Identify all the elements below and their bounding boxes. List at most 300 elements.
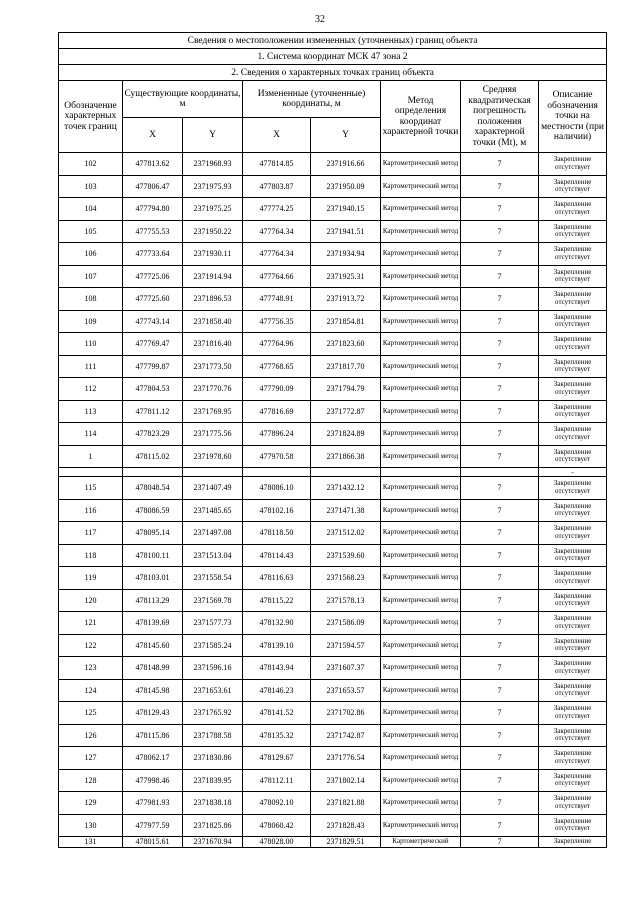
method-cell: Картометрический метод xyxy=(381,589,461,612)
description-cell: Закрепление отсутствует xyxy=(539,333,607,356)
point-number-cell: 121 xyxy=(59,612,123,635)
point-number-cell: 113 xyxy=(59,400,123,423)
accuracy-cell: 7 xyxy=(461,378,539,401)
table-row xyxy=(59,567,607,590)
description-cell: Закрепление отсутствует xyxy=(539,445,607,468)
method-cell: Картометрический метод xyxy=(381,477,461,500)
changed-x-cell: 478143.94 xyxy=(243,657,311,680)
separator-row xyxy=(59,468,607,477)
separator-cell xyxy=(311,468,381,477)
accuracy-cell: 7 xyxy=(461,198,539,221)
table-row xyxy=(59,378,607,401)
description-cell: Закрепление отсутствует xyxy=(539,378,607,401)
accuracy-cell: 7 xyxy=(461,220,539,243)
point-number-cell: 120 xyxy=(59,589,123,612)
changed-y-cell: 2371578.13 xyxy=(311,589,381,612)
header-changed-y: Y xyxy=(311,118,381,153)
existing-y-cell: 2371914.94 xyxy=(183,265,243,288)
existing-y-cell: 2371558.54 xyxy=(183,567,243,590)
existing-y-cell: 2371773.50 xyxy=(183,355,243,378)
existing-x-cell: 477725.06 xyxy=(123,265,183,288)
point-number-cell: 110 xyxy=(59,333,123,356)
changed-y-cell: 2371925.31 xyxy=(311,265,381,288)
existing-y-cell: 2371896.53 xyxy=(183,288,243,311)
point-number-cell: 108 xyxy=(59,288,123,311)
existing-x-cell: 477811.12 xyxy=(123,400,183,423)
method-cell: Картометрический метод xyxy=(381,333,461,356)
point-number-cell: 131 xyxy=(59,837,123,848)
description-cell: Закрепление отсутствует xyxy=(539,400,607,423)
table-row xyxy=(59,657,607,680)
existing-x-cell: 477725.60 xyxy=(123,288,183,311)
description-cell: Закрепление отсутствует xyxy=(539,679,607,702)
table-row xyxy=(59,544,607,567)
changed-x-cell: 478114.43 xyxy=(243,544,311,567)
existing-x-cell: 478103.01 xyxy=(123,567,183,590)
existing-y-cell: 2371569.78 xyxy=(183,589,243,612)
description-cell: Закрепление xyxy=(539,837,607,848)
changed-x-cell: 478141.52 xyxy=(243,702,311,725)
table-title: Сведения о местоположении измененных (уточненных) границ объекта xyxy=(59,33,607,49)
accuracy-cell: 7 xyxy=(461,769,539,792)
header-existing-y: Y xyxy=(183,118,243,153)
changed-y-cell: 2371776.54 xyxy=(311,747,381,770)
existing-y-cell: 2371770.76 xyxy=(183,378,243,401)
method-cell: Картометрический метод xyxy=(381,769,461,792)
method-cell: Картометрический метод xyxy=(381,445,461,468)
existing-y-cell: 2371769.95 xyxy=(183,400,243,423)
table-row xyxy=(59,814,607,837)
point-number-cell: 129 xyxy=(59,792,123,815)
changed-y-cell: 2371802.14 xyxy=(311,769,381,792)
table-row xyxy=(59,243,607,266)
table-row xyxy=(59,589,607,612)
point-number-cell: 127 xyxy=(59,747,123,770)
existing-x-cell: 478095.14 xyxy=(123,522,183,545)
changed-x-cell: 477764.34 xyxy=(243,243,311,266)
changed-x-cell: 477790.09 xyxy=(243,378,311,401)
separator-cell: - xyxy=(539,468,607,477)
method-cell: Картометрический метод xyxy=(381,499,461,522)
header-existing-x: X xyxy=(123,118,183,153)
separator-cell xyxy=(381,468,461,477)
table-row xyxy=(59,153,607,176)
existing-x-cell: 478115.02 xyxy=(123,445,183,468)
point-number-cell: 128 xyxy=(59,769,123,792)
changed-x-cell: 477816.69 xyxy=(243,400,311,423)
points-section-heading: 2. Сведения о характерных точках границ объекта xyxy=(59,65,607,81)
existing-y-cell: 2371950.22 xyxy=(183,220,243,243)
existing-x-cell: 478100.11 xyxy=(123,544,183,567)
accuracy-cell: 7 xyxy=(461,837,539,848)
description-cell: Закрепление отсутствует xyxy=(539,747,607,770)
changed-x-cell: 478139.10 xyxy=(243,634,311,657)
method-cell: Картометрический метод xyxy=(381,544,461,567)
description-cell: Закрепление отсутствует xyxy=(539,220,607,243)
point-number-cell: 102 xyxy=(59,153,123,176)
accuracy-cell: 7 xyxy=(461,175,539,198)
header-existing-coordinates: Существующие координаты, м xyxy=(123,81,243,118)
accuracy-cell: 7 xyxy=(461,657,539,680)
table-row xyxy=(59,175,607,198)
changed-y-cell: 2371702.86 xyxy=(311,702,381,725)
table-row xyxy=(59,792,607,815)
changed-x-cell: 477896.24 xyxy=(243,423,311,446)
description-cell: Закрепление отсутствует xyxy=(539,310,607,333)
point-number-cell: 109 xyxy=(59,310,123,333)
existing-x-cell: 477769.47 xyxy=(123,333,183,356)
existing-y-cell: 2371497.08 xyxy=(183,522,243,545)
description-cell: Закрепление отсутствует xyxy=(539,288,607,311)
method-cell: Картометрический метод xyxy=(381,634,461,657)
accuracy-cell: 7 xyxy=(461,634,539,657)
header-changed-x: X xyxy=(243,118,311,153)
header-method: Метод определения координат характерной точки xyxy=(381,81,461,153)
changed-x-cell: 478115.22 xyxy=(243,589,311,612)
method-cell: Картометрический метод xyxy=(381,153,461,176)
existing-y-cell: 2371839.95 xyxy=(183,769,243,792)
method-cell: Картометрический метод xyxy=(381,679,461,702)
existing-x-cell: 478148.99 xyxy=(123,657,183,680)
table-row xyxy=(59,724,607,747)
changed-x-cell: 478092.10 xyxy=(243,792,311,815)
changed-y-cell: 2371940.15 xyxy=(311,198,381,221)
separator-cell xyxy=(461,468,539,477)
accuracy-cell: 7 xyxy=(461,153,539,176)
description-cell: Закрепление отсутствует xyxy=(539,769,607,792)
point-number-cell: 112 xyxy=(59,378,123,401)
method-cell: Картометрический метод xyxy=(381,288,461,311)
existing-x-cell: 478129.43 xyxy=(123,702,183,725)
description-cell: Закрепление отсутствует xyxy=(539,724,607,747)
changed-x-cell: 477803.87 xyxy=(243,175,311,198)
table-row xyxy=(59,355,607,378)
existing-y-cell: 2371670.94 xyxy=(183,837,243,848)
header-changed-coordinates: Измененные (уточненные) координаты, м xyxy=(243,81,381,118)
changed-y-cell: 2371539.60 xyxy=(311,544,381,567)
accuracy-cell: 7 xyxy=(461,567,539,590)
existing-y-cell: 2371485.65 xyxy=(183,499,243,522)
existing-x-cell: 478145.60 xyxy=(123,634,183,657)
existing-y-cell: 2371577.73 xyxy=(183,612,243,635)
changed-y-cell: 2371866.38 xyxy=(311,445,381,468)
existing-y-cell: 2371978.60 xyxy=(183,445,243,468)
method-cell: Картометрический метод xyxy=(381,310,461,333)
accuracy-cell: 7 xyxy=(461,499,539,522)
method-cell: Картометрический метод xyxy=(381,567,461,590)
table-row xyxy=(59,265,607,288)
method-cell: Картометрический метод xyxy=(381,355,461,378)
existing-x-cell: 477804.53 xyxy=(123,378,183,401)
changed-y-cell: 2371742.87 xyxy=(311,724,381,747)
accuracy-cell: 7 xyxy=(461,522,539,545)
changed-y-cell: 2371913.72 xyxy=(311,288,381,311)
changed-x-cell: 478102.16 xyxy=(243,499,311,522)
description-cell: Закрепление отсутствует xyxy=(539,175,607,198)
description-cell: Закрепление отсутствует xyxy=(539,589,607,612)
point-number-cell: 126 xyxy=(59,724,123,747)
table-row xyxy=(59,445,607,468)
changed-y-cell: 2371854.81 xyxy=(311,310,381,333)
header-description: Описание обозначения точки на местности (при наличии) xyxy=(539,81,607,153)
coordinate-system-heading: 1. Система координат МСК 47 зона 2 xyxy=(59,49,607,65)
existing-y-cell: 2371968.93 xyxy=(183,153,243,176)
table-row xyxy=(59,747,607,770)
changed-y-cell: 2371828.43 xyxy=(311,814,381,837)
method-cell: Картометрический метод xyxy=(381,814,461,837)
accuracy-cell: 7 xyxy=(461,612,539,635)
description-cell: Закрепление отсутствует xyxy=(539,423,607,446)
accuracy-cell: 7 xyxy=(461,792,539,815)
changed-y-cell: 2371568.23 xyxy=(311,567,381,590)
point-number-cell: 115 xyxy=(59,477,123,500)
table-row xyxy=(59,499,607,522)
table-row xyxy=(59,522,607,545)
description-cell: Закрепление отсутствует xyxy=(539,265,607,288)
description-cell: Закрепление отсутствует xyxy=(539,477,607,500)
existing-y-cell: 2371975.25 xyxy=(183,198,243,221)
method-cell: Картометрический метод xyxy=(381,522,461,545)
accuracy-cell: 7 xyxy=(461,589,539,612)
changed-x-cell: 478135.32 xyxy=(243,724,311,747)
accuracy-cell: 7 xyxy=(461,333,539,356)
method-cell: Картометрический метод xyxy=(381,657,461,680)
description-cell: Закрепление отсутствует xyxy=(539,702,607,725)
description-cell: Закрепление отсутствует xyxy=(539,544,607,567)
table-row xyxy=(59,702,607,725)
existing-x-cell: 478113.29 xyxy=(123,589,183,612)
separator-cell xyxy=(243,468,311,477)
description-cell: Закрепление отсутствует xyxy=(539,153,607,176)
changed-y-cell: 2371934.94 xyxy=(311,243,381,266)
description-cell: Закрепление отсутствует xyxy=(539,634,607,657)
accuracy-cell: 7 xyxy=(461,544,539,567)
changed-y-cell: 2371916.66 xyxy=(311,153,381,176)
changed-y-cell: 2371941.51 xyxy=(311,220,381,243)
changed-y-cell: 2371821.88 xyxy=(311,792,381,815)
changed-x-cell: 477768.65 xyxy=(243,355,311,378)
method-cell: Картометрический метод xyxy=(381,198,461,221)
point-number-cell: 130 xyxy=(59,814,123,837)
changed-x-cell: 478146.23 xyxy=(243,679,311,702)
changed-y-cell: 2371432.12 xyxy=(311,477,381,500)
description-cell: Закрепление отсутствует xyxy=(539,499,607,522)
point-number-cell: 105 xyxy=(59,220,123,243)
changed-x-cell: 478060.42 xyxy=(243,814,311,837)
existing-y-cell: 2371816.40 xyxy=(183,333,243,356)
point-number-cell: 119 xyxy=(59,567,123,590)
existing-x-cell: 477755.53 xyxy=(123,220,183,243)
accuracy-cell: 7 xyxy=(461,724,539,747)
changed-x-cell: 477970.58 xyxy=(243,445,311,468)
separator-cell xyxy=(183,468,243,477)
accuracy-cell: 7 xyxy=(461,243,539,266)
changed-x-cell: 477764.66 xyxy=(243,265,311,288)
existing-x-cell: 478115.86 xyxy=(123,724,183,747)
existing-y-cell: 2371830.86 xyxy=(183,747,243,770)
description-cell: Закрепление отсутствует xyxy=(539,657,607,680)
point-number-cell: 124 xyxy=(59,679,123,702)
table-row xyxy=(59,288,607,311)
method-cell: Картометрический метод xyxy=(381,265,461,288)
existing-x-cell: 477981.93 xyxy=(123,792,183,815)
changed-y-cell: 2371817.70 xyxy=(311,355,381,378)
table-row xyxy=(59,634,607,657)
description-cell: Закрепление отсутствует xyxy=(539,792,607,815)
accuracy-cell: 7 xyxy=(461,702,539,725)
changed-y-cell: 2371823.60 xyxy=(311,333,381,356)
method-cell: Картометрический метод xyxy=(381,792,461,815)
table-row xyxy=(59,310,607,333)
point-number-cell: 106 xyxy=(59,243,123,266)
changed-y-cell: 2371794.79 xyxy=(311,378,381,401)
table-row xyxy=(59,679,607,702)
point-number-cell: 118 xyxy=(59,544,123,567)
method-cell: Картометрический метод xyxy=(381,612,461,635)
changed-x-cell: 477774.25 xyxy=(243,198,311,221)
table-row xyxy=(59,400,607,423)
changed-y-cell: 2371653.57 xyxy=(311,679,381,702)
existing-x-cell: 477799.87 xyxy=(123,355,183,378)
table-row xyxy=(59,612,607,635)
description-cell: Закрепление отсутствует xyxy=(539,522,607,545)
existing-y-cell: 2371596.16 xyxy=(183,657,243,680)
separator-cell xyxy=(123,468,183,477)
accuracy-cell: 7 xyxy=(461,477,539,500)
changed-x-cell: 478086.10 xyxy=(243,477,311,500)
method-cell: Картометрический метод xyxy=(381,423,461,446)
existing-y-cell: 2371775.56 xyxy=(183,423,243,446)
point-number-cell: 103 xyxy=(59,175,123,198)
point-number-cell: 116 xyxy=(59,499,123,522)
method-cell: Картометрический метод xyxy=(381,175,461,198)
changed-y-cell: 2371512.02 xyxy=(311,522,381,545)
table-row xyxy=(59,423,607,446)
point-number-cell: 122 xyxy=(59,634,123,657)
changed-y-cell: 2371950.09 xyxy=(311,175,381,198)
point-number-cell: 111 xyxy=(59,355,123,378)
existing-y-cell: 2371838.18 xyxy=(183,792,243,815)
point-number-cell: 123 xyxy=(59,657,123,680)
accuracy-cell: 7 xyxy=(461,445,539,468)
description-cell: Закрепление отсутствует xyxy=(539,355,607,378)
existing-x-cell: 478145.98 xyxy=(123,679,183,702)
existing-x-cell: 477733.64 xyxy=(123,243,183,266)
accuracy-cell: 7 xyxy=(461,288,539,311)
header-point-designation: Обозначение характерных точек границ xyxy=(59,81,123,153)
existing-x-cell: 477977.59 xyxy=(123,814,183,837)
point-number-cell: 125 xyxy=(59,702,123,725)
table-row xyxy=(59,198,607,221)
existing-y-cell: 2371765.92 xyxy=(183,702,243,725)
existing-x-cell: 478048.54 xyxy=(123,477,183,500)
header-accuracy: Средняя квадратическая погрешность положения характерной точки (Mt), м xyxy=(461,81,539,153)
changed-x-cell: 477748.91 xyxy=(243,288,311,311)
description-cell: Закрепление отсутствует xyxy=(539,243,607,266)
table-row xyxy=(59,220,607,243)
changed-x-cell: 477764.96 xyxy=(243,333,311,356)
method-cell: Картометрический метод xyxy=(381,243,461,266)
separator-cell xyxy=(59,468,123,477)
accuracy-cell: 7 xyxy=(461,747,539,770)
point-number-cell: 107 xyxy=(59,265,123,288)
changed-y-cell: 2371824.89 xyxy=(311,423,381,446)
existing-y-cell: 2371788.58 xyxy=(183,724,243,747)
existing-y-cell: 2371513.04 xyxy=(183,544,243,567)
method-cell: Картометрический xyxy=(381,837,461,848)
description-cell: Закрепление отсутствует xyxy=(539,567,607,590)
accuracy-cell: 7 xyxy=(461,814,539,837)
point-number-cell: 104 xyxy=(59,198,123,221)
method-cell: Картометрический метод xyxy=(381,220,461,243)
method-cell: Картометрический метод xyxy=(381,702,461,725)
accuracy-cell: 7 xyxy=(461,310,539,333)
accuracy-cell: 7 xyxy=(461,400,539,423)
table-row xyxy=(59,333,607,356)
description-cell: Закрепление отсутствует xyxy=(539,814,607,837)
changed-y-cell: 2371586.09 xyxy=(311,612,381,635)
existing-x-cell: 477823.29 xyxy=(123,423,183,446)
method-cell: Картометрический метод xyxy=(381,724,461,747)
boundary-points-table xyxy=(58,32,607,848)
existing-x-cell: 477813.62 xyxy=(123,153,183,176)
accuracy-cell: 7 xyxy=(461,265,539,288)
table-row xyxy=(59,769,607,792)
existing-x-cell: 477794.80 xyxy=(123,198,183,221)
changed-x-cell: 478132.90 xyxy=(243,612,311,635)
existing-x-cell: 478015.61 xyxy=(123,837,183,848)
changed-x-cell: 478118.50 xyxy=(243,522,311,545)
method-cell: Картометрический метод xyxy=(381,747,461,770)
existing-x-cell: 478086.59 xyxy=(123,499,183,522)
existing-y-cell: 2371407.49 xyxy=(183,477,243,500)
existing-x-cell: 477998.46 xyxy=(123,769,183,792)
description-cell: Закрепление отсутствует xyxy=(539,198,607,221)
accuracy-cell: 7 xyxy=(461,355,539,378)
existing-y-cell: 2371825.86 xyxy=(183,814,243,837)
point-number-cell: 1 xyxy=(59,445,123,468)
point-number-cell: 114 xyxy=(59,423,123,446)
changed-x-cell: 477756.35 xyxy=(243,310,311,333)
existing-x-cell: 477743.14 xyxy=(123,310,183,333)
changed-y-cell: 2371772.87 xyxy=(311,400,381,423)
existing-y-cell: 2371585.24 xyxy=(183,634,243,657)
changed-x-cell: 478112.11 xyxy=(243,769,311,792)
method-cell: Картометрический метод xyxy=(381,378,461,401)
existing-y-cell: 2371975.93 xyxy=(183,175,243,198)
changed-x-cell: 478116.63 xyxy=(243,567,311,590)
changed-x-cell: 477764.34 xyxy=(243,220,311,243)
description-cell: Закрепление отсутствует xyxy=(539,612,607,635)
changed-y-cell: 2371471.38 xyxy=(311,499,381,522)
method-cell: Картометрический метод xyxy=(381,400,461,423)
changed-x-cell: 478028.00 xyxy=(243,837,311,848)
changed-x-cell: 478129.67 xyxy=(243,747,311,770)
accuracy-cell: 7 xyxy=(461,423,539,446)
existing-y-cell: 2371930.11 xyxy=(183,243,243,266)
table-row xyxy=(59,477,607,500)
existing-y-cell: 2371858.40 xyxy=(183,310,243,333)
changed-x-cell: 477814.85 xyxy=(243,153,311,176)
existing-y-cell: 2371653.61 xyxy=(183,679,243,702)
existing-x-cell: 478139.69 xyxy=(123,612,183,635)
changed-y-cell: 2371607.37 xyxy=(311,657,381,680)
changed-y-cell: 2371594.57 xyxy=(311,634,381,657)
table-row xyxy=(59,837,607,848)
existing-x-cell: 478062.17 xyxy=(123,747,183,770)
point-number-cell: 117 xyxy=(59,522,123,545)
changed-y-cell: 2371829.51 xyxy=(311,837,381,848)
